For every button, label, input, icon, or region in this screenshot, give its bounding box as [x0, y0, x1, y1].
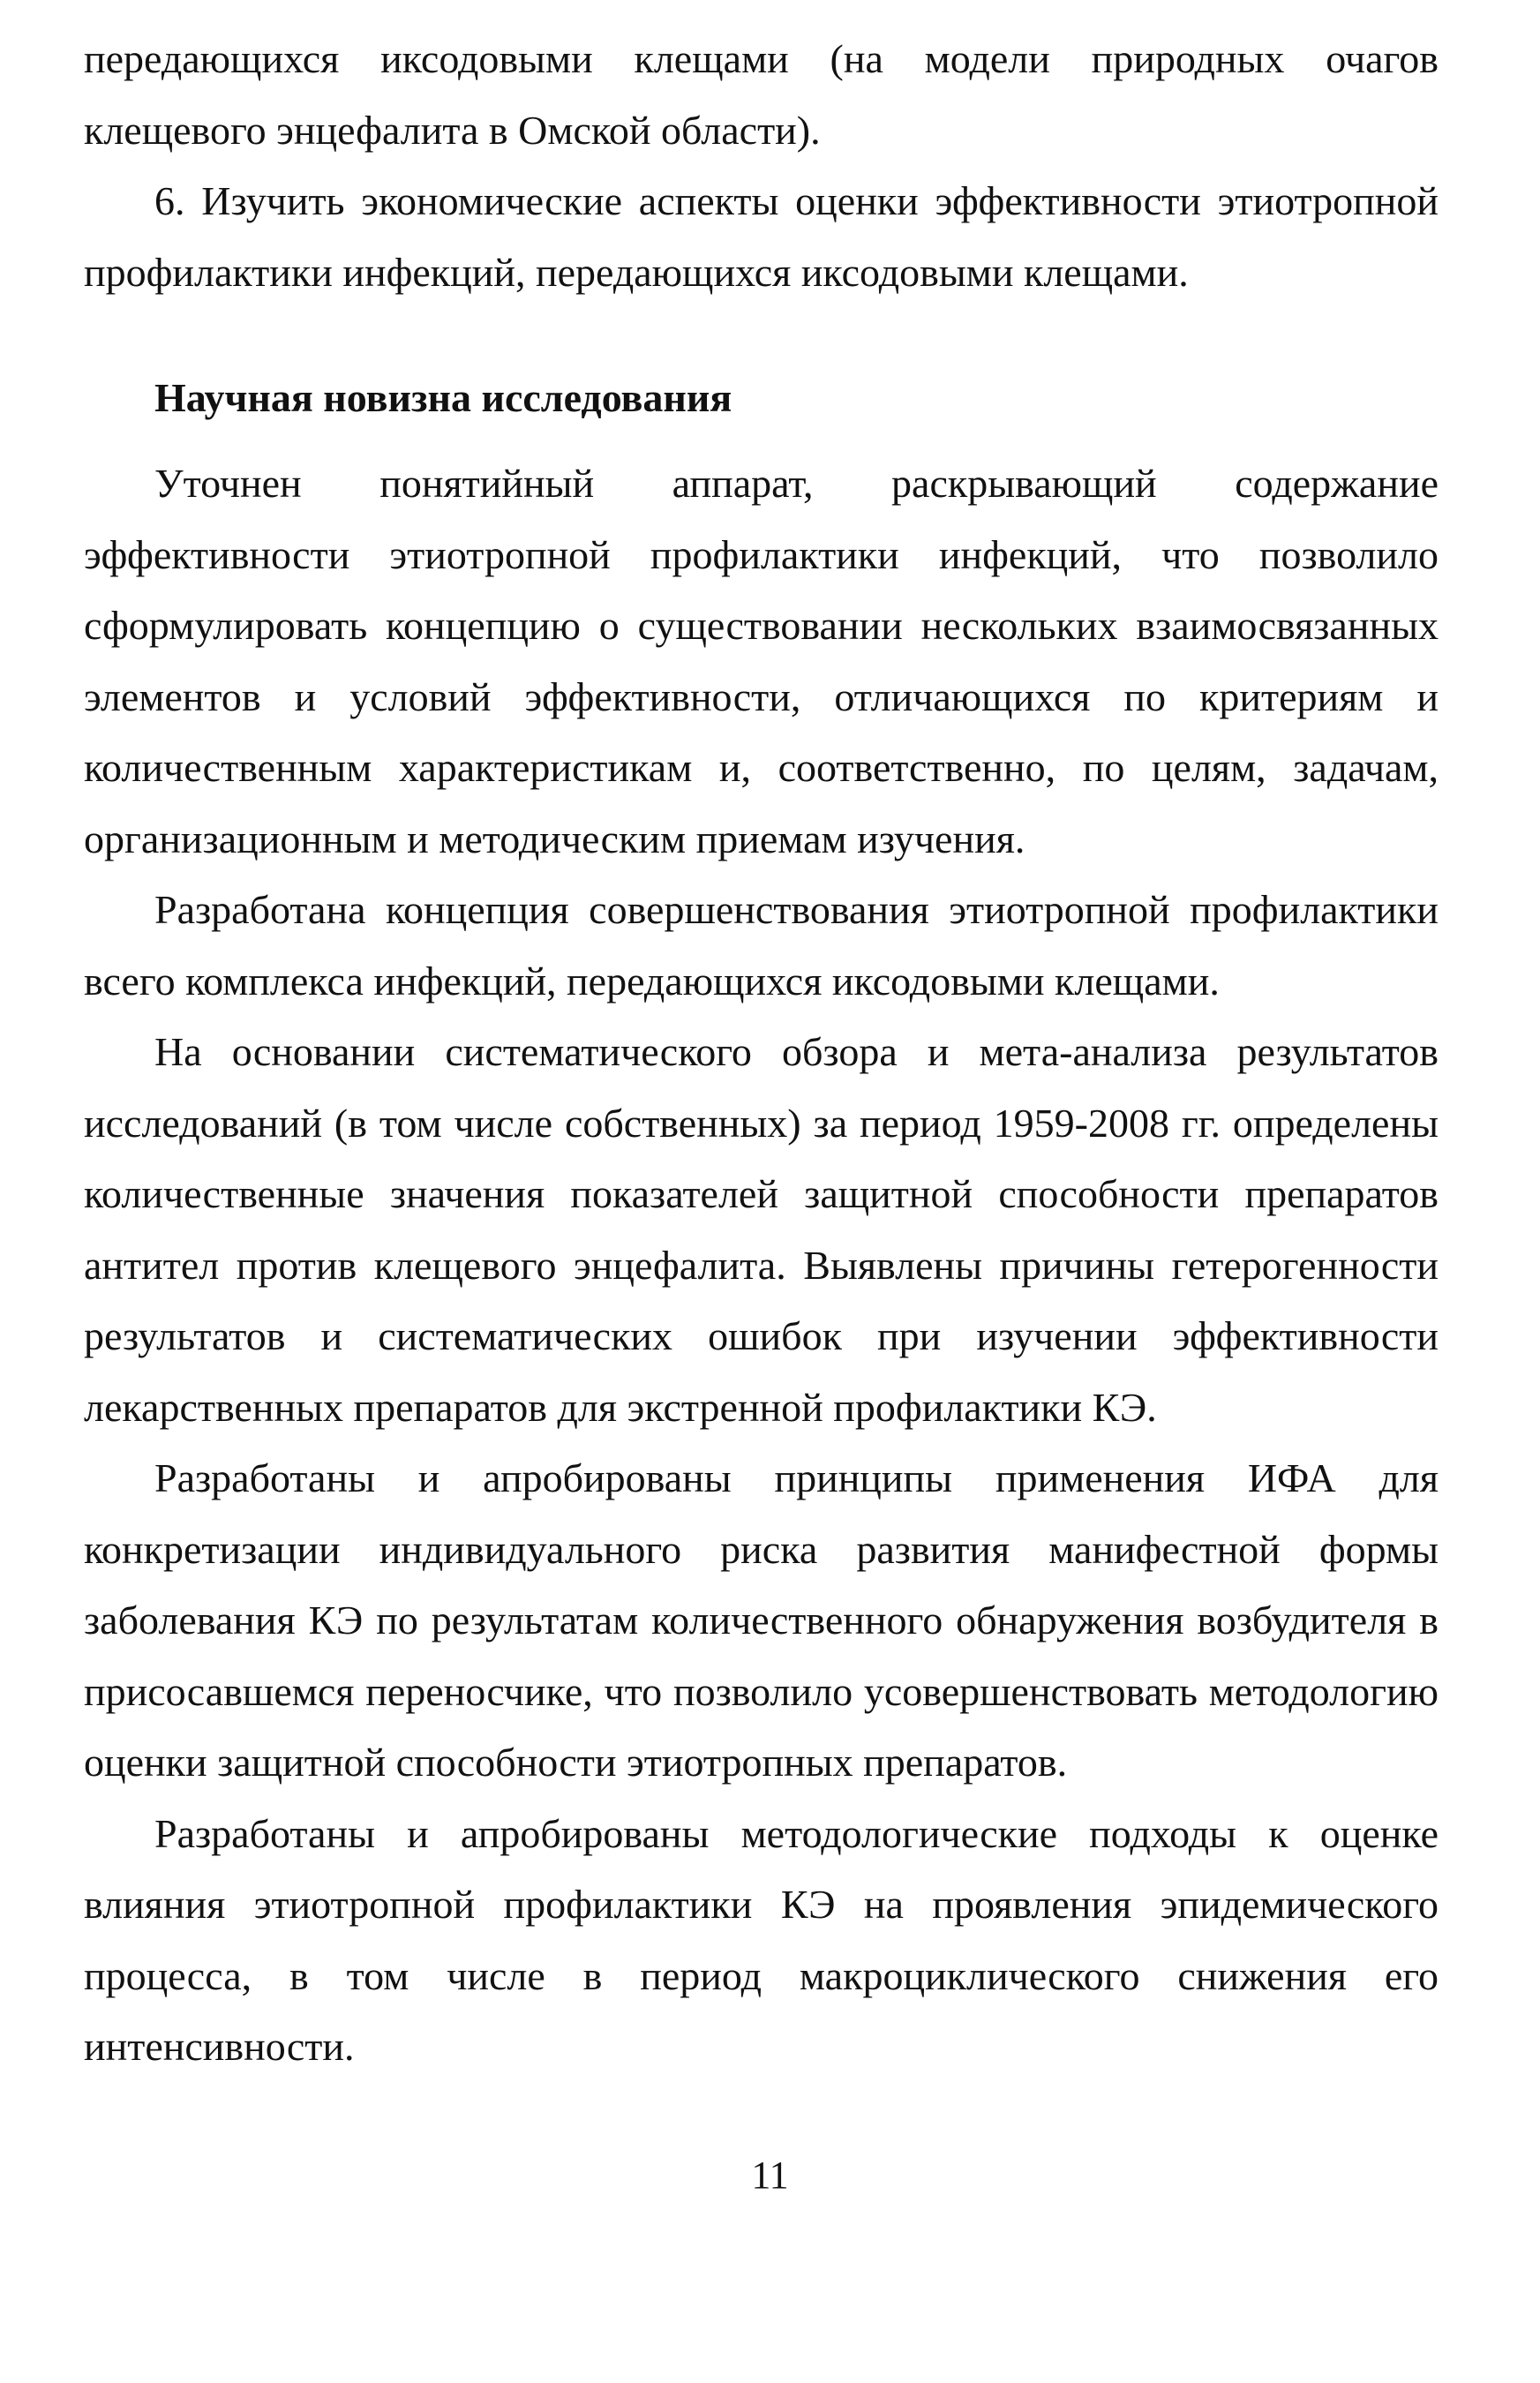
section-heading: Научная новизна исследования — [154, 375, 732, 420]
paragraph-concept: Уточнен понятийный аппарат, раскрывающий содержание эффективности этиотропной профилактики инфекций, что позволило сформулировать концепцию о существовании нескольких взаимосвязанных элементов и условий эффективности, отличающихся по критериям и количественным характеристикам и, соответственно, по целям, задачам, организационным и методическим приемам изучения. — [84, 461, 1439, 861]
paragraph-methodology: Разработаны и апробированы методологические подходы к оценке влияния этиотропной профилактики КЭ на проявления эпидемического процесса, в том числе в период макроциклического снижения его интенсивности. — [84, 1810, 1439, 2069]
text-block-main — [84, 448, 1439, 2083]
paragraph-development: Разработана концепция совершенствования этиотропной профилактики всего комплекса инфекций, передающихся иксодовыми клещами. — [84, 887, 1439, 1004]
continuation-paragraph: передающихся иксодовыми клещами (на модели природных очагов клещевого энцефалита в Омской области). — [84, 36, 1439, 153]
text-block-top — [84, 24, 1439, 308]
paragraph-meta-analysis: На основании систематического обзора и мета-анализа результатов исследований (в том числе собственных) за период 1959-2008 гг. определены количественные значения показателей защитной способности препаратов антител против клещевого энцефалита. Выявлены причины гетерогенности результатов и систематических ошибок при изучении эффективности лекарственных препаратов для экстренной профилактики КЭ. — [84, 1029, 1439, 1430]
section-heading-block — [84, 372, 1439, 425]
paragraph-ifa: Разработаны и апробированы принципы применения ИФА для конкретизации индивидуального риска развития манифестной формы заболевания КЭ по результатам количественного обнаружения возбудителя в присосавшемся переносчике, что позволило усовершенствовать методологию оценки защитной способности этиотропных препаратов. — [84, 1455, 1439, 1785]
list-item-6: 6. Изучить экономические аспекты оценки эффективности этиотропной профилактики инфекций, передающихся иксодовыми клещами. — [84, 178, 1439, 295]
page-number: 11 — [751, 2154, 789, 2197]
